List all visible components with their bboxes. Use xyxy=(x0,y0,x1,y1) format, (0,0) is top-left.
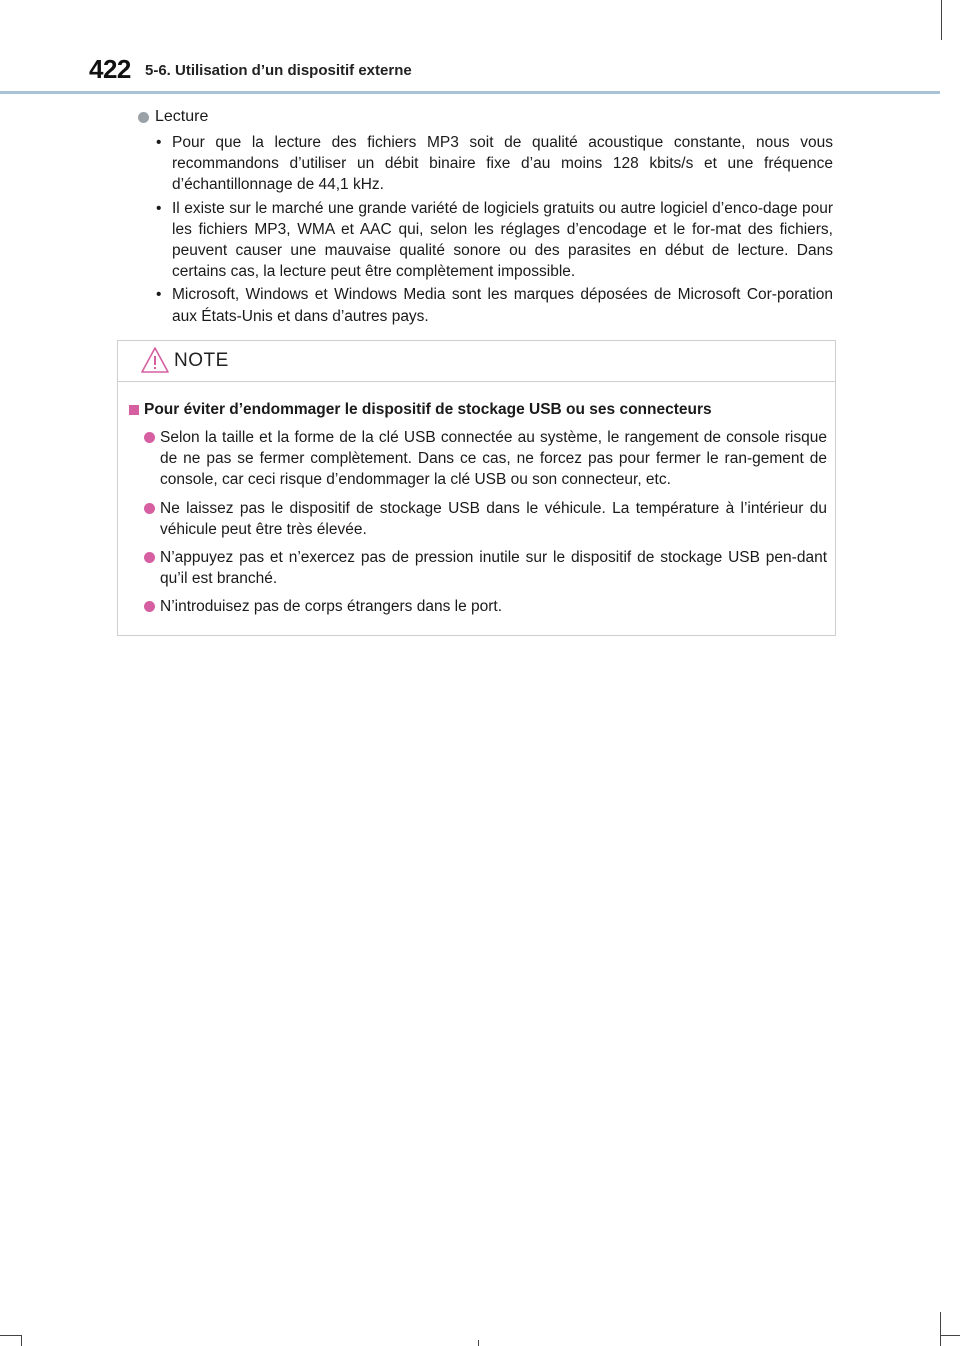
section-title: 5-6. Utilisation d’un dispositif externe xyxy=(145,62,412,79)
list-item-text: Ne laissez pas le dispositif de stockage USB dans le véhicule. La température à l’intérieur du véhicule peut être très élevée. xyxy=(160,499,827,538)
page-number: 422 xyxy=(89,54,131,84)
note-header xyxy=(118,341,835,382)
lecture-heading-text: Lecture xyxy=(155,108,209,125)
list-item-text: N’introduisez pas de corps étrangers dans le port. xyxy=(160,598,503,616)
list-item xyxy=(129,498,827,540)
bullet-icon: • xyxy=(156,199,162,217)
circle-bullet-icon xyxy=(138,112,149,123)
list-item xyxy=(138,198,833,283)
list-item xyxy=(138,132,833,196)
list-item xyxy=(138,284,833,326)
crop-mark-bottom-left-v xyxy=(21,1335,22,1346)
bullet-icon: • xyxy=(156,286,162,304)
warning-triangle-icon xyxy=(140,346,170,379)
header-rule xyxy=(0,91,940,94)
note-title: NOTE xyxy=(174,350,229,371)
lecture-bullet-list xyxy=(138,132,833,327)
crop-mark-bottom-right-v xyxy=(940,1312,941,1346)
page-header xyxy=(0,0,960,96)
list-item xyxy=(129,547,827,589)
crop-mark-top-right-v xyxy=(941,0,942,40)
note-box xyxy=(117,340,836,636)
list-item-text: Selon la taille et la forme de la clé USB connectée au système, le rangement de console risque de ne pas se fermer complètement. Dans ce cas, ne forcez pas pour fermer le ran-gement de console, car ceci risque d’endommager la clé USB ou son connecteur, etc. xyxy=(160,429,827,489)
note-item-list xyxy=(129,427,827,618)
circle-bullet-icon xyxy=(144,552,155,563)
list-item xyxy=(129,596,827,617)
note-subheading xyxy=(129,399,827,421)
circle-bullet-icon xyxy=(144,601,155,612)
bullet-icon: • xyxy=(156,134,162,151)
square-bullet-icon xyxy=(129,405,139,415)
crop-mark-bottom-left-h xyxy=(0,1335,22,1336)
note-body xyxy=(118,382,835,618)
list-item xyxy=(129,427,827,491)
lecture-section xyxy=(138,106,833,329)
list-item-text: Pour que la lecture des fichiers MP3 soit de qualité acoustique constante, nous vous recommandons d’utiliser un débit binaire fixe d’au moins 128 kbits/s et une fréquence d’échantillonnage de 44,1 kHz. xyxy=(172,134,833,194)
crop-mark-bottom-right-h xyxy=(940,1335,960,1336)
circle-bullet-icon xyxy=(144,432,155,443)
list-item-text: N’appuyez pas et n’exercez pas de pression inutile sur le dispositif de stockage USB pen-dant qu’il est branché. xyxy=(160,549,827,588)
list-item-text: Microsoft, Windows et Windows Media sont les marques déposées de Microsoft Cor-poration aux États-Unis et dans d’autres pays. xyxy=(172,286,833,325)
crop-mark-bottom-center xyxy=(478,1340,479,1346)
circle-bullet-icon xyxy=(144,503,155,514)
note-subheading-text: Pour éviter d’endommager le dispositif de stockage USB ou ses connecteurs xyxy=(144,401,712,418)
list-item-text: Il existe sur le marché une grande variété de logiciels gratuits ou autre logiciel d’enco-dage pour les fichiers MP3, WMA et AAC qui, selon les réglages d’encodage et le for-mat des fichiers, peuvent causer une mauvaise qualité sonore ou des parasites en début de lecture. Dans certains cas, la lecture peut être complètement impossible. xyxy=(172,199,833,281)
lecture-heading xyxy=(138,106,833,128)
